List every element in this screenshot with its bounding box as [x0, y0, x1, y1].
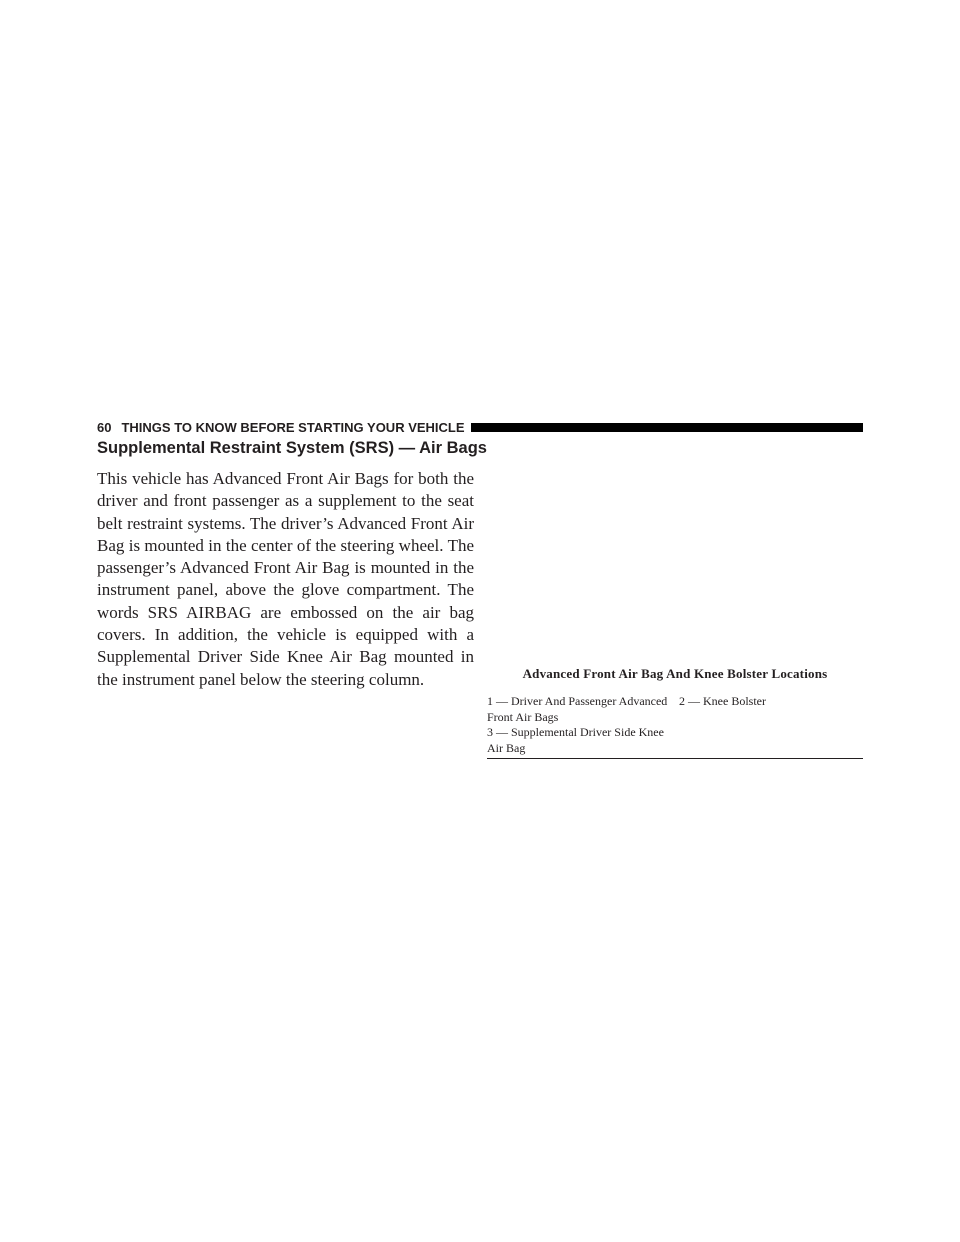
legend-bottom-rule: [487, 758, 863, 759]
legend-item: 3 — Supplemental Driver Side Knee Air Bag: [487, 725, 664, 755]
legend-item: 1 — Driver And Passenger Advanced Front Air Bags: [487, 694, 668, 724]
section-heading: Supplemental Restraint System (SRS) — Air Bags: [97, 439, 487, 457]
page-header: [97, 418, 863, 436]
figure-caption: Advanced Front Air Bag And Knee Bolster Locations: [522, 666, 828, 681]
legend-column-right: [679, 694, 863, 710]
body-paragraph: This vehicle has Advanced Front Air Bags for both the driver and front passenger as a supplement to the seat belt restraint systems. The driver’s Advanced Front Air Bag is mounted in the center of the steering wheel. The passenger’s Advanced Front Air Bag is mounted in the instrument panel, above the glove compartment. The words SRS AIRBAG are embossed on the air bag covers. In addition, the vehicle is equipped with a Supplemental Driver Side Knee Air Bag mounted in the instrument panel below the steering column.: [97, 469, 474, 689]
legend-item: 2 — Knee Bolster: [679, 694, 766, 708]
legend-column-left: [487, 694, 677, 756]
running-section-title: THINGS TO KNOW BEFORE STARTING YOUR VEHICLE: [121, 419, 465, 435]
page-number: 60: [97, 419, 112, 435]
figure-image-area: [487, 472, 863, 660]
header-rule: [471, 423, 863, 432]
